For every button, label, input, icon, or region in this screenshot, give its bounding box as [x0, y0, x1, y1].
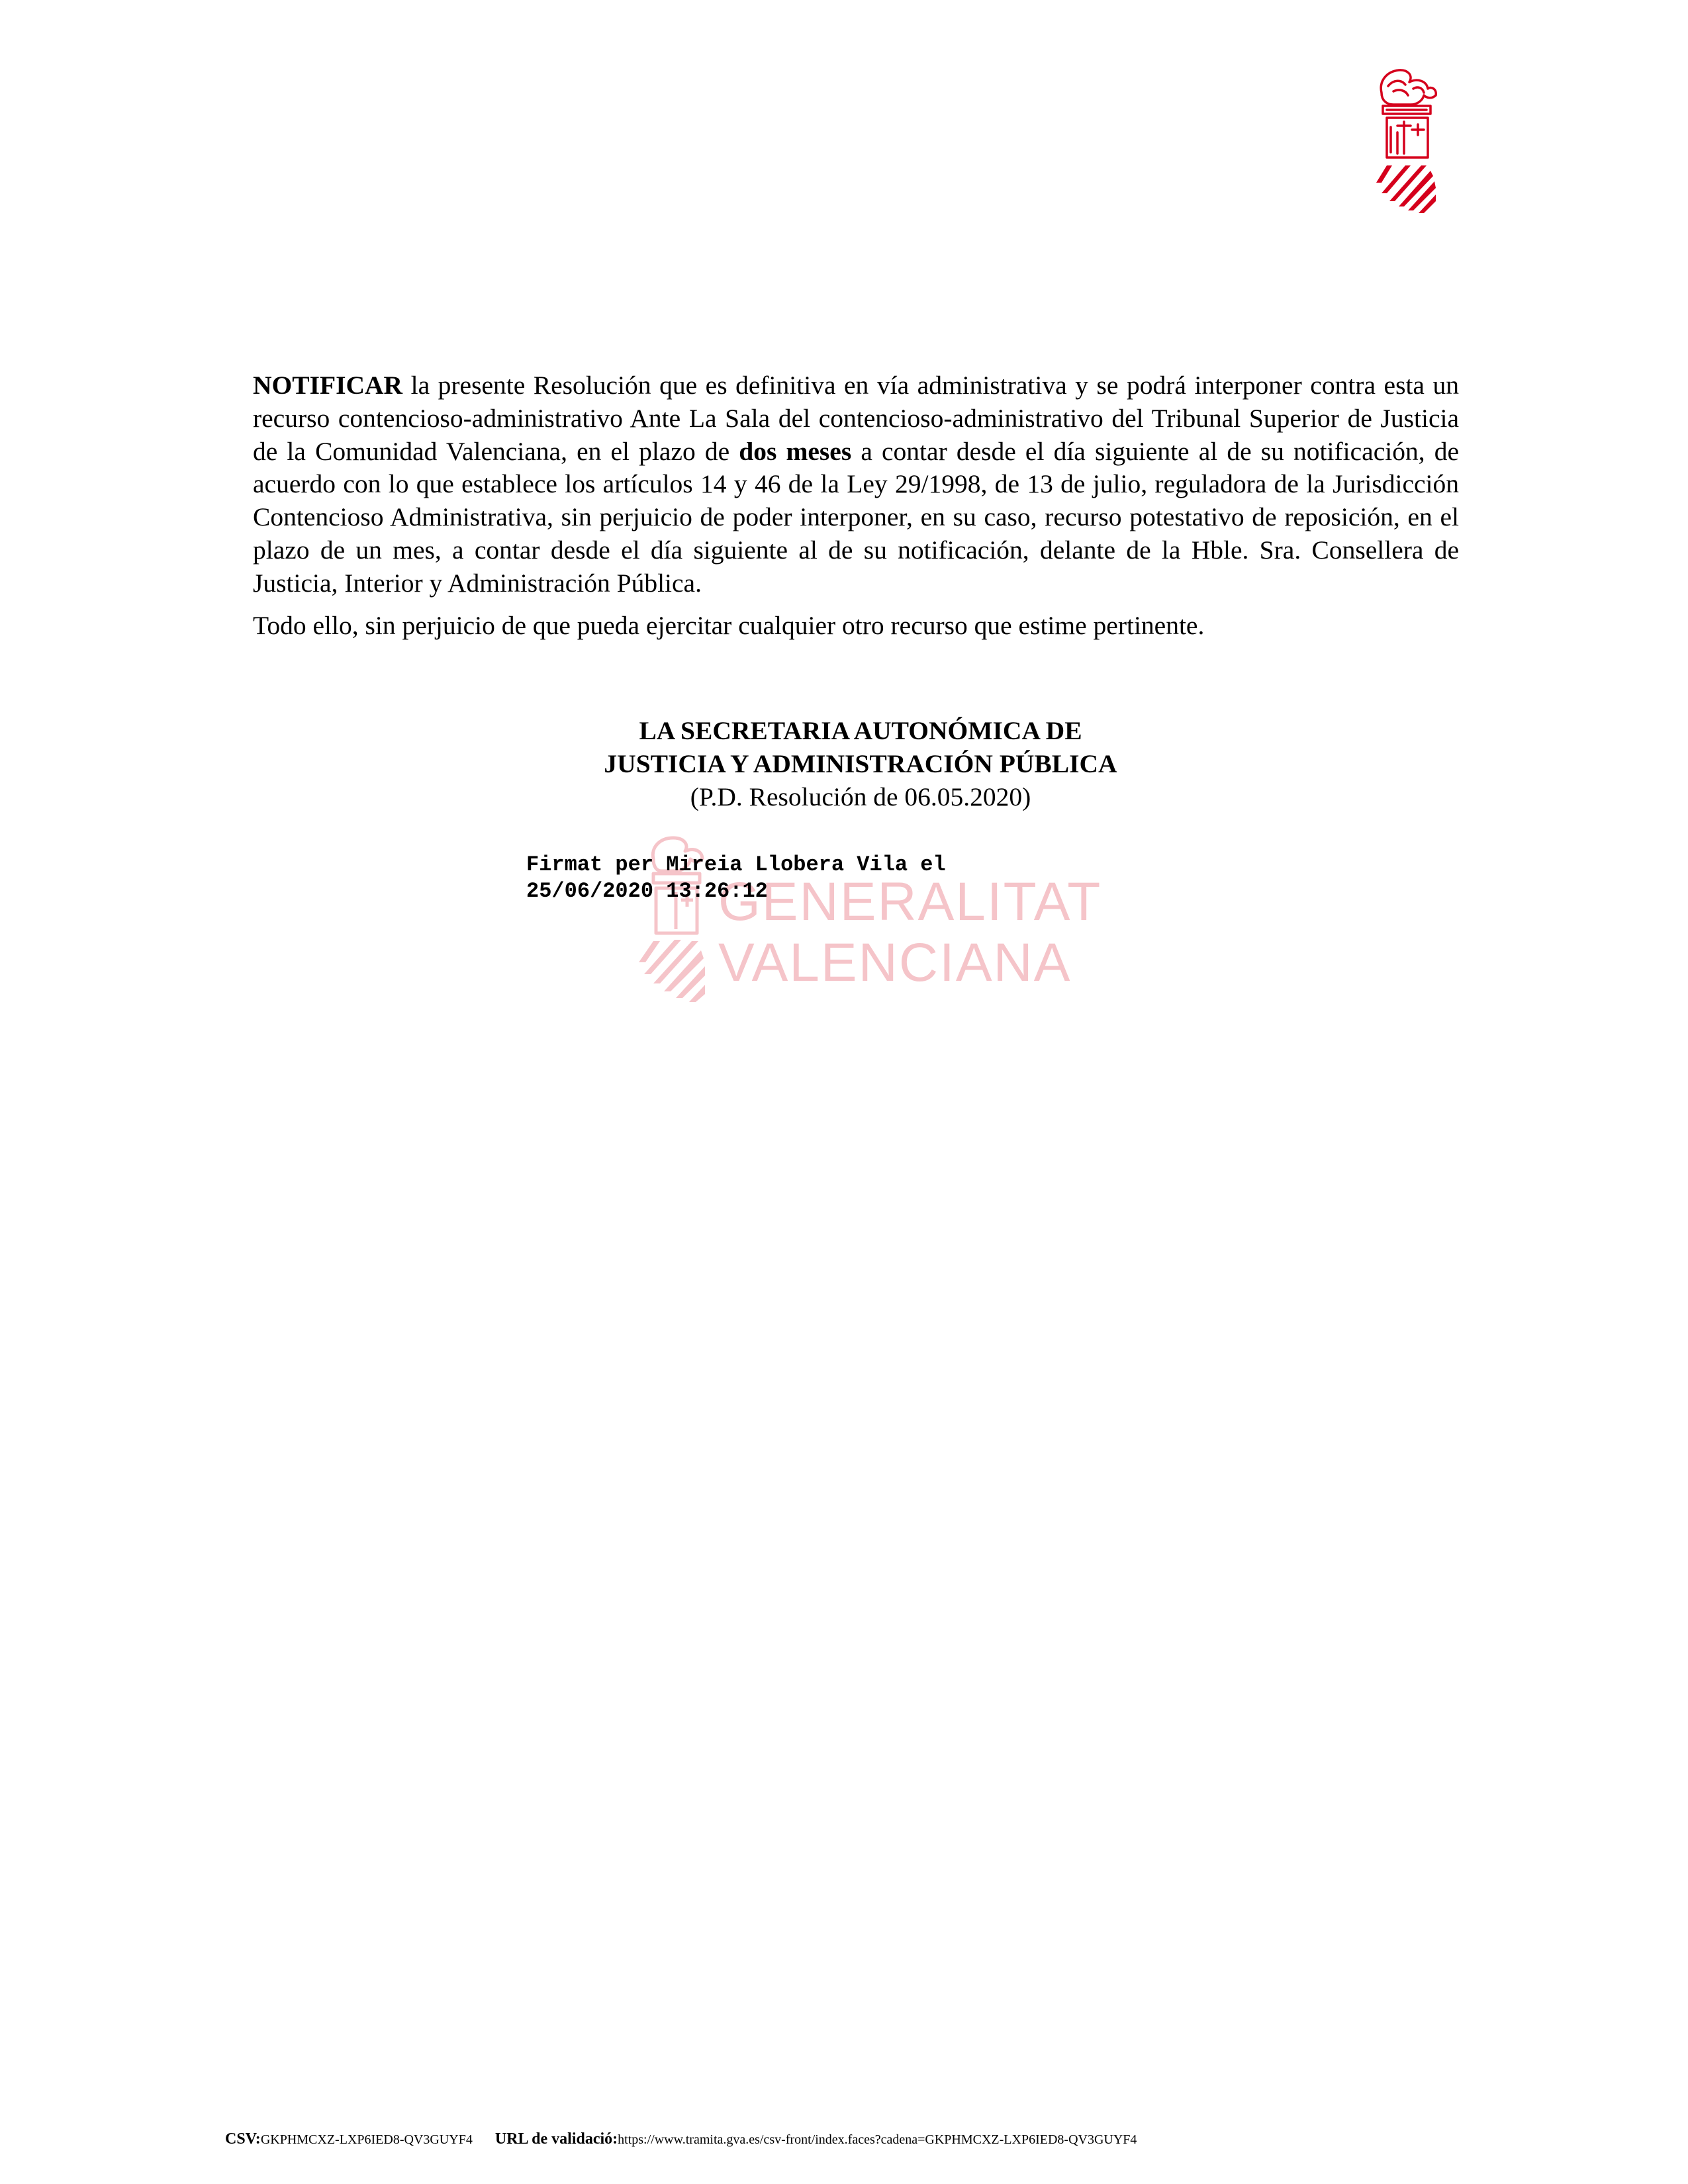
digital-signature	[526, 852, 946, 905]
signature-timestamp: 25/06/2020 13:26:12	[526, 879, 768, 903]
notificar-keyword: NOTIFICAR	[253, 371, 403, 400]
signatory-title-line-1: LA SECRETARIA AUTONÓMICA DE	[639, 716, 1082, 745]
stamp-line-2: VALENCIANA	[718, 933, 1072, 993]
generalitat-valenciana-emblem-icon	[1367, 66, 1446, 215]
closing-paragraph: Todo ello, sin perjuicio de que pueda ejercitar cualquier otro recurso que estime pertinente.	[253, 610, 1205, 640]
resolution-body	[253, 369, 1459, 642]
validation-url-label: URL de validació:	[494, 2130, 618, 2148]
signatory-title-line-2: JUSTICIA Y ADMINISTRACIÓN PÚBLICA	[604, 749, 1117, 778]
delegation-note: (P.D. Resolución de 06.05.2020)	[690, 782, 1031, 811]
paragraph-text-a: la presente Resolución que es definitiva en vía administrativa y se podrá interponer contra esta un recurso contencioso-administrativo Ante La Sala del contencioso-administrativo del Tribunal Superior de Justicia de la Comunidad Valenciana, en el plazo de	[253, 371, 1459, 466]
paragraph-text-b: a contar desde el día siguiente al de su notificación, de acuerdo con lo que establece los artículos 14 y 46 de la Ley 29/1998, de 13 de julio, reguladora de la Jurisdicción Contencioso Administrativa, sin perjuicio de poder interponer, en su caso, recurso potestativo de reposición, en el plazo de un mes, a contar desde el día siguiente al de su notificación, delante de la Hble. Sra. Consellera de Justicia, Interior y Administración Pública.	[253, 436, 1459, 598]
csv-label: CSV:	[225, 2130, 261, 2148]
signature-line-1: Firmat per Mireia Llobera Vila el	[526, 852, 946, 877]
stamp-line-1: GENERALITAT	[718, 872, 1102, 932]
csv-code: GKPHMCXZ-LXP6IED8-QV3GUYF4	[260, 2132, 473, 2147]
signatory-title-block	[530, 715, 1192, 813]
validation-url[interactable]: https://www.tramita.gva.es/csv-front/index.faces?cadena=GKPHMCXZ-LXP6IED8-QV3GUYF4	[618, 2132, 1137, 2147]
verification-footer	[225, 2130, 1483, 2148]
notification-paragraph	[253, 369, 1459, 600]
deadline-term: dos meses	[739, 436, 852, 466]
